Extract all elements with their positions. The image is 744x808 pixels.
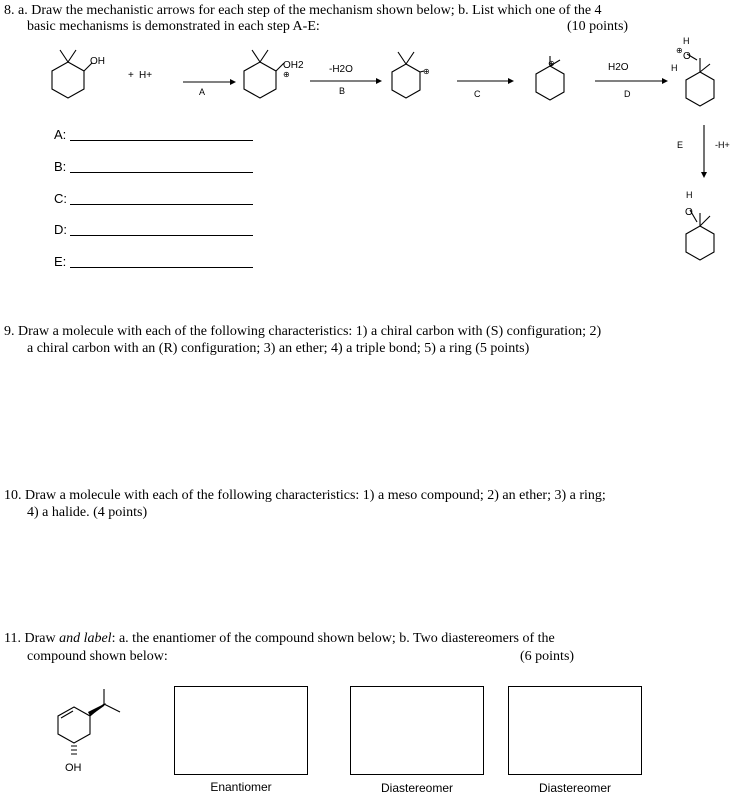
q10-line2: 4) a halide. (4 points) — [27, 505, 148, 520]
step-label-b: B — [339, 86, 346, 96]
enantiomer-label: Enantiomer — [210, 780, 272, 794]
q8-mechanism-diagram — [0, 0, 744, 300]
molecule-1 — [52, 50, 92, 98]
oxonium-charge-2: ⊕ — [676, 46, 683, 55]
answer-line-b[interactable] — [70, 172, 253, 173]
step-label-e: E — [677, 140, 684, 150]
proton-loss-reagent: -H+ — [715, 140, 730, 150]
answer-line-d[interactable] — [70, 235, 253, 236]
q9-line1: 9. Draw a molecule with each of the following characteristics: 1) a chiral carbon with (S) configuration; 2) — [4, 324, 602, 339]
step-label-c: C — [474, 89, 481, 99]
plus-sign: + — [128, 70, 134, 81]
water-loss-reagent: -H2O — [329, 64, 353, 75]
carbocation-charge-1: ⊕ — [423, 67, 430, 76]
h-label-side: H — [671, 63, 678, 73]
answer-label-a: A: — [54, 127, 67, 142]
oh-label-1: OH — [90, 56, 105, 67]
enantiomer-box[interactable] — [174, 686, 308, 775]
h-label-bottom: H — [686, 190, 693, 200]
water-reagent: H2O — [608, 62, 629, 73]
q9-line2: a chiral carbon with an (R) configuration; 3) an ether; 4) a triple bond; 5) a ring (5 points) — [27, 341, 530, 356]
carbocation-charge-2: ⊕ — [548, 59, 555, 68]
molecule-3 — [392, 52, 424, 98]
diastereomer-box-2[interactable] — [508, 686, 642, 775]
q11-line1-pre: 11. Draw — [4, 631, 60, 646]
answer-line-a[interactable] — [70, 140, 253, 141]
o-label-bottom: O — [685, 207, 693, 218]
q8-points: (10 points) — [567, 19, 629, 34]
q11-molecule — [40, 680, 160, 790]
q11-line1 — [4, 630, 555, 647]
oh2-label: OH2 — [283, 60, 304, 71]
diastereomer-box-1[interactable] — [350, 686, 484, 775]
step-label-a: A — [199, 87, 206, 97]
q11-points: (6 points) — [520, 649, 575, 664]
oxonium-charge: ⊕ — [283, 70, 290, 79]
h-label-top: H — [683, 36, 690, 46]
q8-line2: basic mechanisms is demonstrated in each step A-E: — [27, 19, 320, 34]
q11-oh-label: OH — [65, 762, 82, 774]
answer-label-c: C: — [54, 191, 67, 206]
diastereomer-label-1: Diastereomer — [380, 781, 454, 795]
answer-line-e[interactable] — [70, 267, 253, 268]
q8-line1: 8. a. Draw the mechanistic arrows for each step of the mechanism shown below; b. List which one of the 4 — [4, 3, 602, 18]
q11-line2: compound shown below: — [27, 649, 168, 664]
answer-label-b: B: — [54, 159, 67, 174]
proton-reagent: H+ — [139, 70, 153, 81]
step-label-d: D — [624, 89, 631, 99]
q10-line1: 10. Draw a molecule with each of the following characteristics: 1) a meso compound; 2) an ether; 3) a ring; — [4, 488, 606, 503]
o-label-top: O — [683, 51, 691, 62]
q11-line1-post: : a. the enantiomer of the compound shown below; b. Two diastereomers of the — [111, 631, 555, 646]
answer-label-d: D: — [54, 222, 67, 237]
answer-label-e: E: — [54, 254, 67, 269]
answer-line-c[interactable] — [70, 204, 253, 205]
q11-line1-emphasis: and label — [59, 631, 112, 646]
molecule-2 — [244, 50, 284, 98]
diastereomer-label-2: Diastereomer — [538, 781, 612, 795]
